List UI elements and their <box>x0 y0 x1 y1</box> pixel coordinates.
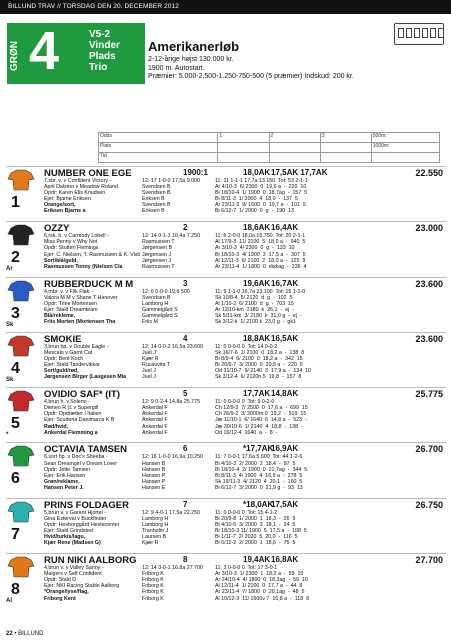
driver-line: Ankerdal F <box>142 417 168 424</box>
driver-line: Lamborg H <box>142 300 169 307</box>
grid-cell <box>371 153 439 163</box>
start-line: Jæ 30/10-6 1/ 2140 4 18,8 - 138 - <box>215 423 303 430</box>
info-line: Ejer: Bjarne Eriksen <box>44 196 91 203</box>
horse-starts <box>215 344 445 381</box>
info-line: Kjær Rene (Madsen G) <box>44 540 101 547</box>
grid-cell: Odds <box>99 133 218 143</box>
start-line: Bi 6/12-2 2/ 2000 1 18,6 - 75 5 <box>215 540 296 547</box>
best-time: 16,9AK <box>271 444 299 454</box>
info-line: Sort/guld/rød, <box>44 368 79 375</box>
driver-line: Lamborg H <box>142 515 169 522</box>
info-line: *Orange/lyse/flag, <box>44 589 89 596</box>
driver-line: Eriksen B <box>142 196 165 203</box>
driver-line: 12: 9 4-0-1 17,5a 22.250 <box>142 509 201 516</box>
grid-cell: 500m: <box>371 133 439 143</box>
silk-icon <box>7 280 35 302</box>
start-line: Al 12/11-4 1/ 2100 0 17,7 a - 44 8 <box>215 583 303 590</box>
info-line: Friis Morten (Mortensen Tha <box>44 319 116 326</box>
start-line: Bi 18/10-4 2/ 1900 0 21,7ag - 344 5 <box>215 466 308 473</box>
info-line: Dieneo R (L v Supergill <box>44 405 99 412</box>
start-line: Bi 8/9-4 6/ 2100 0 18,2 a - 342 15 <box>215 356 303 363</box>
bet-type: Vinder <box>89 40 120 51</box>
track-code: Sk <box>6 321 14 328</box>
start-line: Bi 1/11-7 2/ 2020 5 20,0 - 116 5 <box>215 534 298 541</box>
driver-line: Friborg K <box>142 589 164 596</box>
post-distance: 3 <box>183 278 188 288</box>
driver-line: Friborg K <box>142 571 164 578</box>
horse-starts <box>215 178 445 215</box>
start-line: Bi 20/9-7 3/ 2000 0 20,5 a - 220 5 <box>215 362 303 369</box>
start-line: Ar 23/11-4 7/ 1800 0 20,1ag - 48 5 <box>215 589 305 596</box>
post-distance: 7 <box>183 499 188 509</box>
horse-starts <box>215 289 445 326</box>
info-line: Rasmussen Tonny (Nielsen Cla <box>44 263 123 270</box>
info-line: Hvid/turkis/lagu, <box>44 534 86 541</box>
start-line: Sk 5/11-km 3/ 2180 k 31,0 g - ej - <box>215 312 302 319</box>
info-line: Opdr: Bent Koch <box>44 356 84 363</box>
horse-name: RUN NIKI AALBORG <box>44 555 137 567</box>
post-distance: 1900:1 <box>183 168 208 177</box>
horse-number: 2 <box>11 249 20 267</box>
grid-cell: 1 <box>218 133 269 143</box>
best-time: 16,7AK <box>271 278 299 288</box>
record-time: 19,6AK <box>243 278 271 288</box>
horse-list <box>6 166 446 608</box>
start-line: Bi 18/10-4 1/ 1900 0 18,7ag - 157 5 <box>215 190 308 197</box>
start-line: 11: 0 0-0-0 0 Tot: 15 4-1-2 <box>215 509 278 516</box>
info-line: Sort/blå/guld, <box>44 257 78 264</box>
info-line: Ejer: Erik Hansen <box>44 472 86 479</box>
info-line: Opdr: Trine Mortensen <box>44 300 97 307</box>
grid-cell: 1000m: <box>371 143 439 153</box>
horse-number: 1 <box>11 194 20 211</box>
start-line: Sk 3/12-k 1/ 2100 k 23,0 g - gk1 <box>215 319 296 326</box>
info-line: 7,sbr. v. v Confident Victory - <box>44 178 112 184</box>
start-line: Bi 18/10-3 4/ 1900 3 17,5 a - 307 5 <box>215 251 306 258</box>
info-line: 4,brun v. v Valley Sanny - <box>44 565 104 572</box>
info-line: Opdr: Stald D <box>44 577 77 584</box>
info-line: Ejer: Stald Tandervikkar <box>44 362 100 369</box>
horse-name: OVIDIO SAF* (IT) <box>44 389 120 401</box>
driver-line: Lamborg H <box>142 521 169 528</box>
horse-number: 3 <box>11 304 20 322</box>
start-line: Al 1/10-2 6/ 2100 d g - 703 15 <box>215 300 294 307</box>
driver-line: 12: 14 0-0-2 16,5a 23.600 <box>142 343 203 350</box>
race-number: 4 <box>29 21 60 81</box>
result-grid <box>98 132 440 162</box>
driver-line: 12: 14 3-0-1 16,8a 27.700 <box>142 565 203 572</box>
track-code: Sk <box>6 376 14 383</box>
best-time: 17,5AK 17,7AK <box>271 168 328 177</box>
horse-starts <box>215 454 445 491</box>
post-distance: 5 <box>183 389 188 399</box>
driver-line: Juel J <box>142 374 156 381</box>
silk-icon <box>7 390 35 412</box>
grid-cell <box>218 153 269 163</box>
driver-line: Friborg K <box>142 595 164 602</box>
start-line: Ch 12/9-3 7/ 2500 0 17,6 a - 699 15 <box>215 405 308 412</box>
bet-type: Plads <box>89 51 116 62</box>
driver-line: Hansen P <box>142 478 166 485</box>
page-header-strip: BILLUND TRAV // TORSDAG DEN 20. DECEMBER 2012 <box>0 0 451 14</box>
info-line: Ejer: NKI Racing Stable Aalborg <box>44 583 120 590</box>
driver-line: Ruusuvita T <box>142 362 171 369</box>
horse-drivers <box>142 454 212 491</box>
driver-line: 12: 16 1-0-0 16,9a 10.250 <box>142 454 203 461</box>
driver-line: Hansen B <box>142 460 166 467</box>
track-code: Ar <box>6 266 13 273</box>
horse-name: SMOKIE <box>44 333 82 345</box>
info-line: Blå/rekleme, <box>44 312 76 319</box>
record-time: *18,0AK <box>243 499 274 509</box>
record-time: 17,7AK <box>243 389 271 399</box>
info-line: Opdr: Karen Elis Knudsen <box>44 190 106 197</box>
record-time: *17,7AK <box>243 444 274 454</box>
horse-drivers <box>142 399 212 436</box>
bet-types <box>89 29 120 73</box>
horse-number: 6 <box>11 470 20 488</box>
info-line: Miss Penny v Why Not <box>44 239 98 246</box>
driver-line: Kjær R <box>142 356 159 363</box>
info-line: Ejer: Stald Dreamteam <box>44 306 98 313</box>
horse-name: NUMBER ONE EGE <box>44 168 132 179</box>
horse-entry <box>6 442 446 497</box>
start-line: Ar 3/10-3 1/ 2300 1 18,2 a - 59 10 <box>215 571 304 578</box>
horse-drivers <box>142 178 212 215</box>
start-line: 11: 0 0-0-0 0 Tot: 9 0-2-0 <box>215 399 275 406</box>
silk-icon <box>7 335 35 357</box>
record-time: 18,0AK <box>243 168 271 177</box>
info-line: Opdr: Stutteri Flemings <box>44 245 99 252</box>
info-line: Grøn/reklame, <box>44 478 80 485</box>
grid-cell: 3 <box>320 133 371 143</box>
record-time: 18,8AK <box>243 333 271 343</box>
grid-cell: Plats <box>99 143 218 153</box>
horse-name: RUBBERDUCK M M <box>44 278 134 290</box>
best-time: 16,4AK <box>271 223 299 233</box>
silk-icon <box>7 556 35 578</box>
start-line: Sk 10/8-4 5/ 2120 d g - 102 5 <box>215 294 293 301</box>
post-distance: 2 <box>183 223 188 233</box>
info-line: Hansen Peter J. <box>44 484 84 491</box>
driver-line: 12: 6 0-0-0 19,6 500 <box>142 288 190 295</box>
horse-entry <box>6 553 446 608</box>
info-line: Gina Esterval v Buckfinder <box>44 515 107 522</box>
horse-earnings: 27.700 <box>415 555 443 566</box>
silk-icon <box>7 501 35 523</box>
race-color-block <box>7 23 145 84</box>
horse-entry <box>6 387 446 442</box>
grid-cell: Tid <box>99 153 218 163</box>
best-time: 16,5AK <box>271 333 299 343</box>
start-line: Od 16/12-4 1640 a - 8 - <box>215 429 278 436</box>
start-line: Bi 4/10-5 3/ 2000 3 18,1 - 24 5 <box>215 521 296 528</box>
driver-line: Ankerdal F <box>142 429 168 436</box>
driver-line: Ankerdal F <box>142 411 168 418</box>
driver-line: 12: 17 1-0-0 17,5a 9.000 <box>142 178 201 184</box>
horse-earnings: 25.775 <box>415 389 443 400</box>
info-line: 4,brun h. v.Soleno - <box>44 399 90 406</box>
driver-line: Laursen B <box>142 534 167 541</box>
horse-earnings: 26.750 <box>415 499 443 510</box>
post-distance: 6 <box>183 444 188 454</box>
race-header <box>7 20 444 84</box>
race-title: Amerikanerløb <box>148 39 240 54</box>
track-code: * <box>6 432 9 439</box>
silk-icon <box>7 169 35 191</box>
start-line: Ar 3/10-3 4/ 2300 0 g - 133 10 <box>215 245 295 252</box>
info-line: Ejer: C. Nielsen, T. Rasmussen & K. Visti <box>44 251 141 258</box>
bet-type: Trio <box>89 62 108 73</box>
start-line: Ar 12/10-km 2180 k 26,1 - ej - <box>215 306 294 313</box>
info-line: Sean Dreamgirl v Dream Lover <box>44 460 118 467</box>
horse-drivers <box>142 344 212 381</box>
info-line: Opdr: Jette Tamsen <box>44 466 91 473</box>
post-distance: 8 <box>183 555 188 565</box>
info-line: Jørgensen Birger (Laugesen Mia <box>44 374 127 381</box>
driver-line: Friborg K <box>142 577 164 584</box>
horse-starts <box>215 565 445 602</box>
start-line: Ar 4/10-3 6/ 2300 0 19,6 a - 220 10 <box>215 184 307 191</box>
post-distance: 4 <box>183 333 188 343</box>
driver-line: Hansen P <box>142 472 166 479</box>
grid-cell <box>269 143 320 153</box>
start-line: Al 12/11-3 6/ 2100 2 18,0 a - 125 8 <box>215 257 306 264</box>
grid-cell <box>218 143 269 153</box>
horse-earnings: 22.550 <box>415 168 443 178</box>
driver-line: Juel J <box>142 368 156 375</box>
start-line: Ar 23/11-4 1/ 1800 0 diskag - 236 4 <box>215 263 307 270</box>
info-line: Maigers v Self Confident <box>44 571 102 578</box>
track-icon <box>394 23 444 45</box>
start-line: Bi 4/10-3 2/ 2000 2 18,4 - 97 5 <box>215 460 296 467</box>
footer-section: BILLUND <box>18 631 44 637</box>
driver-line: Rasmussen T <box>142 239 175 246</box>
start-line: Al 10/12-3 11/ 1600v 7 16,8 a - 118 8 <box>215 595 310 602</box>
info-line: Opdr: Opdrætter I Italien <box>44 411 102 418</box>
best-time: 17,5AK <box>271 499 299 509</box>
bet-type: V5-2 <box>89 29 111 40</box>
driver-line: Svendsen B <box>142 184 171 191</box>
horse-drivers <box>142 510 212 547</box>
horse-name: OCTAVIA TAMSEN <box>44 444 128 456</box>
info-line: Orange/sort, <box>44 202 76 209</box>
info-line: Eriksen Bjarne a <box>44 208 86 215</box>
horse-drivers <box>142 289 212 326</box>
grid-cell: 2 <box>269 133 320 143</box>
driver-line: 12: 14 0-1-1 16,4a 7.250 <box>142 233 201 240</box>
driver-line: Hansen E <box>142 484 166 491</box>
horse-earnings: 23.600 <box>415 333 443 344</box>
start-line: Bi 20/9-8 1/ 2000 1 18,3 - 26 5 <box>215 515 296 522</box>
horse-drivers <box>142 565 212 602</box>
horse-number: 8 <box>11 581 20 599</box>
start-line: Ar 24/10-4 4/ 1800 0 18,3ag - 59 10 <box>215 577 308 584</box>
grid-cell <box>320 153 371 163</box>
start-line: 11: 0 0-0-0 0 Tot: 14 0-0-2 <box>215 343 278 350</box>
driver-line: Friborg K <box>142 583 164 590</box>
horse-entry <box>6 221 446 276</box>
driver-line: Gammelgård S <box>142 312 178 319</box>
start-line: Al 17/9-3 11/ 2100 5 18,0 a - 940 5 <box>215 239 306 246</box>
grid-cell <box>320 143 371 153</box>
best-time: 16,8AK <box>271 555 299 565</box>
horse-number: 5 <box>11 415 20 433</box>
record-time: 19,4AK <box>243 555 271 565</box>
start-line: Bi 8/11-3 4/ 1900 4 16,9 a - 278 5 <box>215 472 303 479</box>
info-line: Opdr: Hovborggård Hestecenter <box>44 521 120 528</box>
driver-line: Gammelgård S <box>142 306 178 313</box>
start-line: Bi 8/11-3 1/ 2000 4 18,0 - 137 5 <box>215 196 298 203</box>
driver-line: Ankerdal F <box>142 405 168 412</box>
info-line: Mescalo v Garnt Cat <box>44 349 93 356</box>
start-line: Ch 26/9-2 3/ 2000m 0 19,2 - 519 15 <box>215 411 307 418</box>
start-line: Od 31/10-7 9/ 2140 3 17,9 a - 134 10 <box>215 368 312 375</box>
start-line: Sk 19/11-3 4/ 2120 4 20,1 - 160 5 <box>215 478 303 485</box>
page-footer: 22 • BILLUND <box>6 631 44 637</box>
horse-drivers <box>142 233 212 270</box>
horse-number: 7 <box>11 525 20 543</box>
start-line: Bi 18/10-3 11/ 1900 5 17,5 a - 108 5 <box>215 528 307 535</box>
horse-earnings: 23.000 <box>415 223 443 234</box>
horse-earnings: 26.700 <box>415 444 443 455</box>
info-line: 6,rsk. h. v Carmody Lobell - <box>44 233 109 240</box>
horse-entry <box>6 498 446 553</box>
horse-starts <box>215 510 445 547</box>
start-line: Jæ 11/10-1 6/ 1640 6 14,8 a - 523 - <box>215 417 307 424</box>
info-line: Rød/hvid, <box>44 423 69 430</box>
start-line: Sk 3/12-4 6/ 2120n 5 19,8 - 157 8 <box>215 374 302 381</box>
info-line: Ankerdal Flemming a <box>44 429 98 436</box>
silk-icon <box>7 445 35 467</box>
driver-line: Hansen B <box>142 466 166 473</box>
horse-number: 4 <box>11 359 20 377</box>
start-line: 11: 11 1-1-1 17,7a 13.150 Tot: 53 2-1-1 <box>215 178 308 184</box>
info-line: April Dalsmo v Meadow Roland <box>44 184 118 191</box>
start-line: 11: 7 0-0-1 17,6a 5.600 Tot: 44 1-2-6 <box>215 454 303 461</box>
horse-earnings: 23.600 <box>415 278 443 289</box>
start-line: 11: 3 0-0-0 0 Tot: 17 3-0-1 <box>215 565 278 572</box>
horse-entry <box>6 277 446 332</box>
horse-entry <box>6 332 446 387</box>
race-condition-line: 1900 m. Autostart. <box>148 64 205 72</box>
info-line: Ejer: Stald Grindsted <box>44 528 93 535</box>
info-line: Ejer: Scuderia Danimarca K B <box>44 417 115 424</box>
start-line: Bi 6/12-7 1/ 2000 0 g - 190 13 <box>215 208 294 215</box>
driver-line: Jørgensen B <box>142 245 173 252</box>
start-line: Sk 16/7-6 1/ 2100 0 18,2 a - 138 8 <box>215 349 305 356</box>
driver-line: Tranholm J <box>142 528 169 535</box>
info-line: 6,sort hp. v Doc's Sheeba - <box>44 454 108 461</box>
driver-line: Jørgensen J <box>142 257 172 264</box>
track-code: Al <box>6 598 12 605</box>
best-time: 14,8AK <box>271 389 299 399</box>
info-line: Valora M M v Shane T Hanover <box>44 294 118 301</box>
driver-line: Friis M <box>142 319 158 326</box>
driver-line: 12: 9 0-2-4 14,8a 25.775 <box>142 399 201 406</box>
start-line: Bi 6/12-7 3/ 2000 0 21,9 g - 93 13 <box>215 484 303 491</box>
horse-name: PRINS FOLDAGER <box>44 499 129 511</box>
horse-entry <box>6 166 446 221</box>
silk-icon <box>7 224 35 246</box>
driver-line: Svendsen B <box>142 202 171 209</box>
race-condition-line: 2-12-årige højst 130.000 kr. <box>148 56 234 63</box>
horse-name: OZZY <box>44 223 70 235</box>
horse-starts <box>215 233 445 270</box>
info-line: 5,brun v. v Garant Hjortel - <box>44 509 107 516</box>
info-line: 4,mbr. v. v Flik Flak - <box>44 288 93 295</box>
driver-line: Svendsen B <box>142 294 171 301</box>
driver-line: Rasmussen T <box>142 263 175 270</box>
driver-line: Ankerdal F <box>142 423 168 430</box>
start-line: 11: 6 2-0-0 18,0a 15.750 Tot: 20 2-1-1 <box>215 233 306 240</box>
page-number: 22 <box>6 631 13 637</box>
info-line: Friborg Kent <box>44 595 76 602</box>
driver-line: Kjær R <box>142 540 159 547</box>
start-line: 11: 9 1-1-0 16,7a 23.100 Tot: 15 1-1-0 <box>215 288 306 295</box>
race-color-label: GRØN <box>9 41 20 71</box>
race-condition-line: Præmier: 5.000-2.500-1.250-750-500 (5 præmier) Indskud: 200 kr. <box>148 73 354 80</box>
start-line: Ar 23/11-3 9/ 1600 0 19,7 a - 101 5 <box>215 202 306 209</box>
horse-starts <box>215 399 445 436</box>
driver-line: Juel J <box>142 349 156 356</box>
driver-line: Svendsen B <box>142 190 171 197</box>
driver-line: Jørgensen J <box>142 251 172 258</box>
grid-cell <box>269 153 320 163</box>
race-conditions <box>148 56 354 82</box>
driver-line: Eriksen B <box>142 208 165 215</box>
info-line: 3,brun hp. v Double Eagle - <box>44 343 109 350</box>
record-time: 18,6AK <box>243 223 271 233</box>
